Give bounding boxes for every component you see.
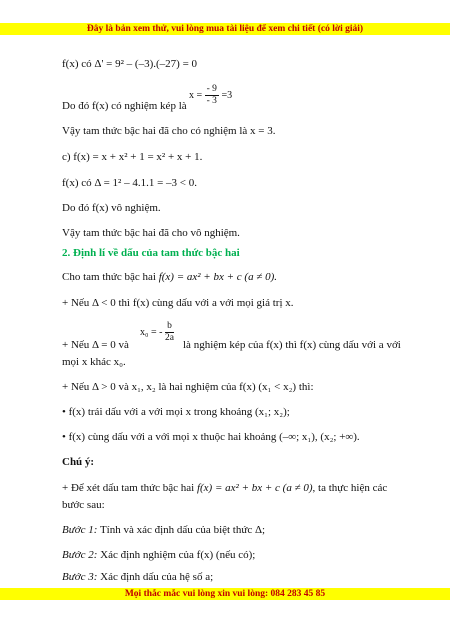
x0-formula [140, 321, 174, 344]
bullet-line: • f(x) cùng dấu với a với mọi x thuộc hai khoảng (–∞; x₁), (x₂; +∞). [62, 431, 360, 443]
text-line: mọi x khác x₀. [62, 356, 126, 368]
text-line: bước sau: [62, 499, 105, 511]
text-span: + Để xét dấu tam thức bậc hai [62, 482, 197, 494]
step-text: Xác định nghiệm của f(x) (nếu có); [97, 549, 256, 561]
text-line: Vậy tam thức bậc hai đã cho vô nghiệm. [62, 227, 240, 239]
step-text: Xác định dấu của hệ số a; [97, 571, 214, 583]
fraction [165, 321, 174, 344]
text-line: là nghiệm kép của f(x) thì f(x) cùng dấu với a với [183, 339, 401, 351]
section-heading: 2. Định lí về dấu của tam thức bậc hai [62, 247, 240, 259]
fraction-numerator: b [165, 321, 174, 333]
step-line [62, 548, 255, 562]
text-line: Do đó f(x) có nghiệm kép là [62, 100, 187, 112]
text-line: f(x) có Δ = 1² – 4.1.1 = –3 < 0. [62, 177, 197, 189]
fraction-denominator: - 3 [206, 96, 217, 106]
text-span: , ta thực hiện các [312, 482, 388, 494]
text-line: c) f(x) = x + x² + 1 = x² + x + 1. [62, 151, 203, 163]
formula-rhs: =3 [221, 89, 233, 101]
step-text: Tính và xác định dấu của biệt thức Δ; [97, 524, 266, 536]
text-span: Cho tam thức bậc hai [62, 271, 159, 283]
text-line: Vậy tam thức bậc hai đã cho có nghiệm là x = 3. [62, 125, 276, 137]
formula-span: f(x) = ax² + bx + c (a ≠ 0) [196, 482, 313, 494]
fraction-denominator: 2a [164, 333, 174, 343]
step-label: Bước 1: [62, 524, 98, 536]
note-heading: Chú ý: [62, 456, 95, 468]
contact-banner: Mọi thắc mắc vui lòng xin vui lòng: 084 283 45 85 [0, 588, 450, 600]
text-line [62, 481, 387, 495]
preview-banner: Đây là bản xem thử, vui lòng mua tài liệu để xem chi tiết (có lời giải) [0, 23, 450, 35]
step-label: Bước 2: [62, 549, 98, 561]
formula-lhs: x₀ = - [140, 326, 163, 338]
step-label: Bước 3: [62, 571, 98, 583]
text-line: f(x) có Δ' = 9² – (–3).(–27) = 0 [62, 58, 198, 70]
text-line [62, 270, 277, 284]
text-line: Do đó f(x) vô nghiệm. [62, 202, 161, 214]
text-line: + Nếu Δ = 0 và [62, 339, 129, 351]
step-line [62, 523, 265, 537]
double-root-formula [189, 84, 232, 107]
text-line: + Nếu Δ > 0 và x₁, x₂ là hai nghiệm của f(x) (x₁ < x₂) thì: [62, 381, 314, 393]
formula-lhs: x = [189, 89, 203, 101]
fraction-numerator: - 9 [206, 84, 217, 94]
formula-span: f(x) = ax² + bx + c (a ≠ 0). [158, 271, 278, 283]
text-line: + Nếu Δ < 0 thì f(x) cùng dấu với a với mọi giá trị x. [62, 297, 294, 309]
bullet-line: • f(x) trái dấu với a với mọi x trong khoảng (x₁; x₂); [62, 406, 290, 418]
step-line [62, 570, 213, 584]
fraction [205, 84, 219, 107]
